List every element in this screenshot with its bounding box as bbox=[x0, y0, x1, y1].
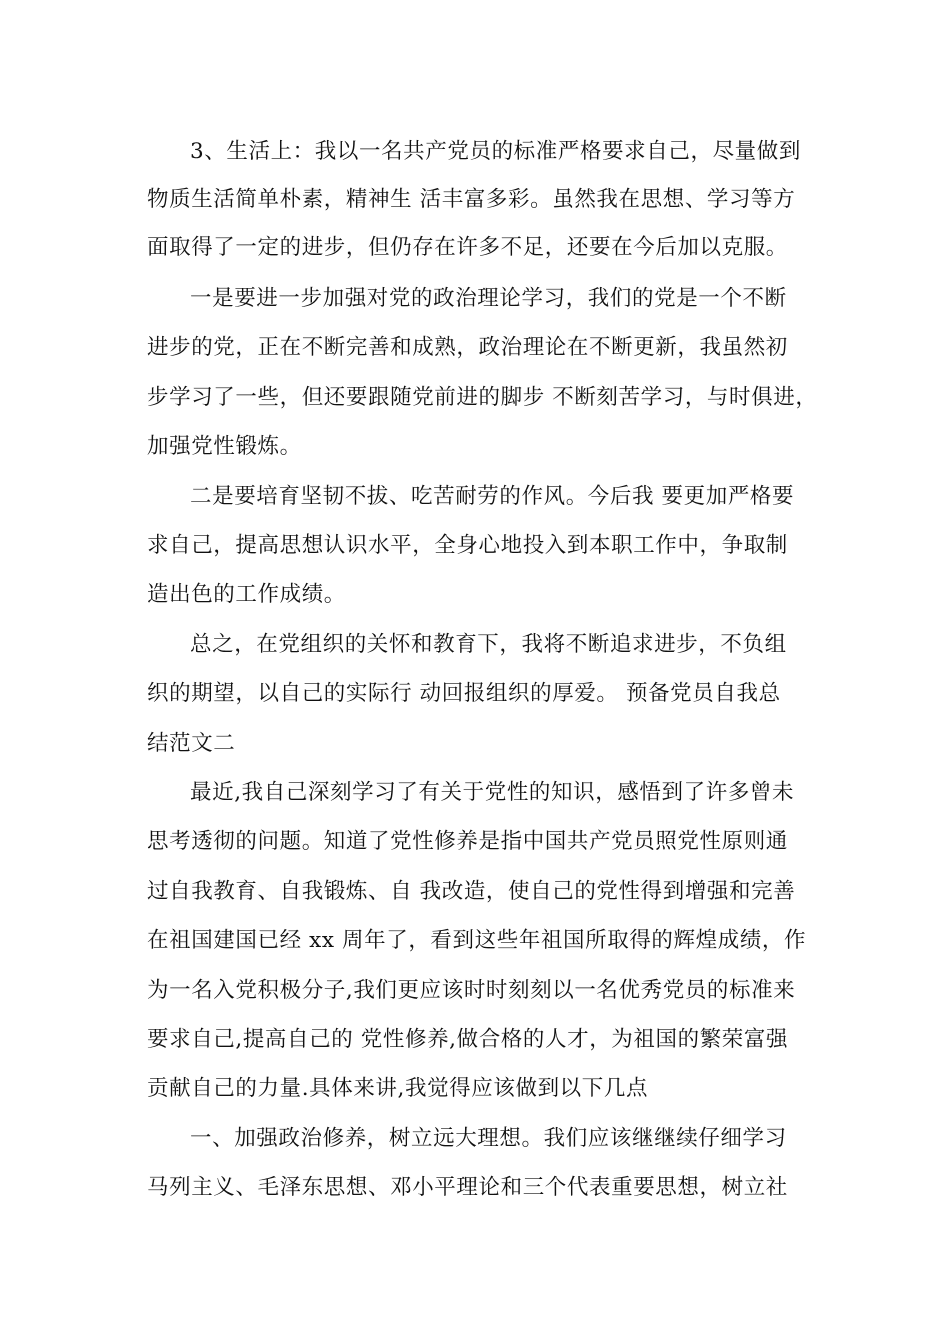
text-line: 物质生活简单朴素，精神生 活丰富多彩。虽然我在思想、学习等方 bbox=[147, 187, 796, 212]
text-line: 过自我教育、自我锻炼、自 我改造，使自己的党性得到增强和完善 bbox=[147, 879, 796, 904]
text-line: 一是要进一步加强对党的政治理论学习，我们的党是一个不断 bbox=[190, 286, 787, 311]
text-line: 在祖国建国已经 xx 周年了，看到这些年祖国所取得的辉煌成绩，作 bbox=[147, 928, 807, 953]
text-line: 总之，在党组织的关怀和教育下，我将不断追求进步，不负组 bbox=[190, 632, 787, 657]
text-line: 要求自己,提高自己的 党性修养,做合格的人才，为祖国的繁荣富强 bbox=[147, 1027, 789, 1052]
text-line: 加强党性锻炼。 bbox=[147, 434, 302, 459]
text-line: 思考透彻的问题。知道了党性修养是指中国共产党员照党性原则通 bbox=[147, 829, 788, 854]
text-line: 一、加强政治修养，树立远大理想。我们应该继继续仔细学习 bbox=[190, 1126, 787, 1151]
text-line: 求自己，提高思想认识水平，全身心地投入到本职工作中，争取制 bbox=[147, 533, 788, 558]
text-line: 步学习了一些，但还要跟随党前进的脚步 不断刻苦学习，与时俱进， bbox=[147, 385, 818, 410]
text-line: 织的期望，以自己的实际行 动回报组织的厚爱。 预备党员自我总 bbox=[147, 681, 781, 706]
text-line: 贡献自己的力量.具体来讲,我觉得应该做到以下几点 bbox=[147, 1076, 649, 1101]
text-line: 3、生活上：我以一名共产党员的标准严格要求自己，尽量做到 bbox=[190, 139, 801, 164]
text-line: 为一名入党积极分子,我们更应该时时刻刻以一名优秀党员的标准来 bbox=[147, 978, 796, 1003]
text-line: 二是要培育坚韧不拔、吃苦耐劳的作风。今后我 要更加严格要 bbox=[190, 484, 795, 509]
text-line: 最近,我自己深刻学习了有关于党性的知识，感悟到了许多曾未 bbox=[190, 780, 795, 805]
text-line: 马列主义、毛泽东思想、邓小平理论和三个代表重要思想，树立社 bbox=[147, 1175, 788, 1200]
text-line: 造出色的工作成绩。 bbox=[147, 582, 346, 607]
text-line: 面取得了一定的进步，但仍存在许多不足，还要在今后加以克服。 bbox=[147, 235, 788, 260]
text-line: 结范文二 bbox=[147, 731, 236, 756]
text-line: 进步的党，正在不断完善和成熟，政治理论在不断更新，我虽然初 bbox=[147, 335, 788, 360]
